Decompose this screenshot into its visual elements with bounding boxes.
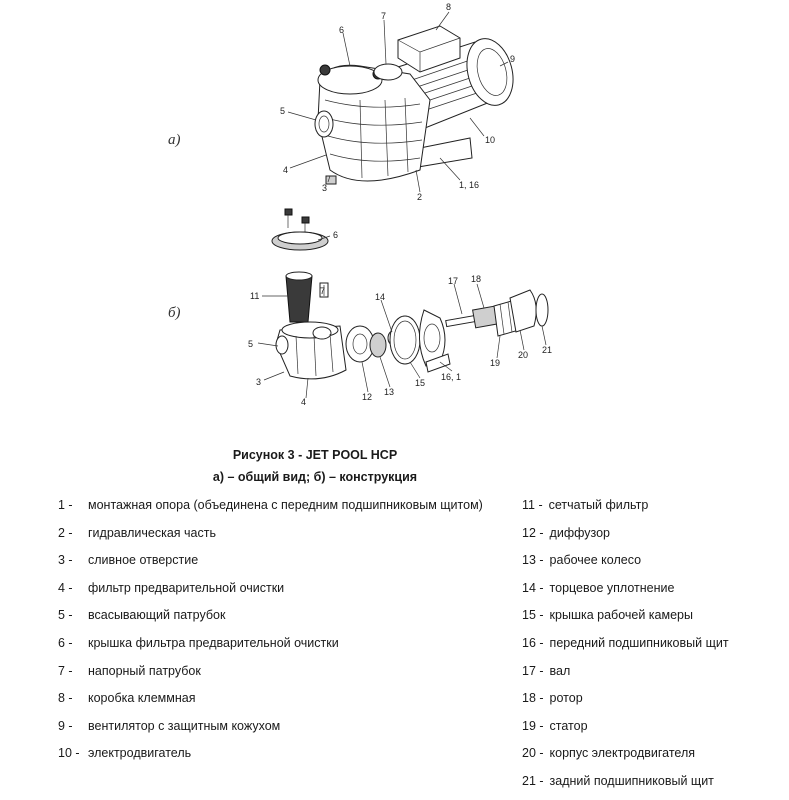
callout-b-19: 19: [490, 358, 501, 368]
legend-text: коробка клеммная: [88, 691, 196, 706]
assembled-pump-illustration: [315, 26, 520, 184]
legend-number: 17 -: [522, 663, 544, 678]
legend-number: 21 -: [522, 773, 544, 788]
legend-left-column: [58, 496, 508, 772]
legend-number: 8 -: [58, 691, 73, 706]
callout-a-1-16: 1, 16: [459, 180, 480, 190]
legend-item: [522, 689, 782, 717]
legend-number: 12 -: [522, 525, 544, 540]
callout-a-8: 8: [446, 2, 452, 12]
legend-item: [58, 634, 508, 662]
legend-text: крышка рабочей камеры: [549, 608, 693, 623]
legend-item: [58, 524, 508, 552]
callout-b-7: 7: [320, 286, 326, 296]
legend-text: передний подшипниковый щит: [549, 635, 729, 650]
legend-item: [58, 551, 508, 579]
legend-item: [58, 579, 508, 607]
legend-text: гидравлическая часть: [88, 525, 216, 540]
callout-a-4: 4: [283, 165, 289, 175]
legend-number: 2 -: [58, 525, 73, 540]
callout-b-17: 17: [448, 276, 459, 286]
legend-text: электродвигатель: [88, 746, 192, 761]
legend-item: [522, 496, 782, 524]
legend-item: [522, 772, 782, 800]
legend-text: напорный патрубок: [88, 663, 201, 678]
legend-text: крышка фильтра предварительной очистки: [88, 635, 339, 650]
legend-item: [522, 524, 782, 552]
legend-item: [58, 496, 508, 524]
legend-number: 3 -: [58, 553, 73, 568]
caption-title: Рисунок 3 - JET POOL HCP: [232, 448, 398, 462]
callout-a-2: 2: [417, 192, 423, 202]
legend-number: 16 -: [522, 635, 544, 650]
legend-item: [58, 744, 508, 772]
callout-b-13: 13: [384, 387, 395, 397]
legend-text: сетчатый фильтр: [548, 498, 649, 512]
legend-text: диффузор: [549, 525, 610, 540]
legend-text: вал: [549, 663, 571, 678]
callout-b-5: 5: [248, 339, 254, 349]
legend-item: [522, 717, 782, 745]
panel-b-label: б): [168, 305, 181, 321]
legend-text: сливное отверстие: [88, 553, 199, 568]
panel-a-label: а): [168, 132, 181, 148]
legend-text: ротор: [549, 691, 583, 706]
legend-text: задний подшипниковый щит: [549, 773, 714, 788]
legend-number: 10 -: [58, 746, 80, 761]
callout-b-6: 6: [333, 230, 339, 240]
legend-item: [58, 717, 508, 745]
legend-number: 4 -: [58, 580, 73, 595]
legend-number: 5 -: [58, 608, 73, 623]
callout-a-5: 5: [280, 106, 286, 116]
callout-b-16-1: 16, 1: [441, 372, 462, 382]
callout-b-4: 4: [301, 397, 307, 407]
caption-subtitle: а) – общий вид; б) – конструкция: [212, 470, 418, 484]
callout-b-14: 14: [375, 292, 386, 302]
callout-a-7: 7: [381, 11, 387, 21]
legend-text: вентилятор с защитным кожухом: [88, 718, 281, 733]
legend-text: торцевое уплотнение: [549, 580, 675, 595]
legend-number: 14 -: [522, 580, 544, 595]
legend-right-column: [522, 496, 782, 800]
legend-text: фильтр предварительной очистки: [88, 580, 285, 595]
legend-item: [522, 744, 782, 772]
legend-number: 20 -: [522, 746, 544, 761]
legend-number: 9 -: [58, 718, 73, 733]
callout-a-9: 9: [510, 54, 516, 64]
legend-item: [522, 579, 782, 607]
legend-text: рабочее колесо: [549, 553, 642, 568]
legend-item: [58, 606, 508, 634]
legend-number: 6 -: [58, 635, 73, 650]
callout-b-12: 12: [362, 392, 373, 402]
callout-a-6: 6: [339, 25, 345, 35]
legend-text: монтажная опора (объединена с передним подшипниковым щитом): [88, 498, 483, 512]
legend-number: 15 -: [522, 608, 544, 623]
callout-b-21: 21: [542, 345, 553, 355]
callout-b-20: 20: [518, 350, 529, 360]
legend-text: всасывающий патрубок: [88, 608, 226, 623]
legend-text: корпус электродвигателя: [549, 746, 696, 761]
callout-b-11: 11: [250, 291, 260, 301]
legend-item: [58, 689, 508, 717]
legend-text: статор: [549, 718, 588, 733]
legend-number: 18 -: [522, 691, 544, 706]
callout-a-3: 3: [322, 183, 328, 193]
callout-b-15: 15: [415, 378, 426, 388]
figure-caption: [0, 444, 630, 488]
legend-item: [522, 551, 782, 579]
legend-number: 7 -: [58, 663, 73, 678]
legend-number: 13 -: [522, 553, 544, 568]
legend-item: [522, 634, 782, 662]
callout-a-10: 10: [485, 135, 496, 145]
legend-number: 1 -: [58, 498, 73, 512]
legend-item: [522, 662, 782, 690]
callout-b-3: 3: [256, 377, 262, 387]
legend-item: [522, 606, 782, 634]
legend-number: 19 -: [522, 718, 544, 733]
callout-b-18: 18: [471, 274, 482, 284]
legend-item: [58, 662, 508, 690]
legend-number: 11 -: [522, 498, 543, 512]
exploded-pump-illustration: [272, 209, 548, 379]
